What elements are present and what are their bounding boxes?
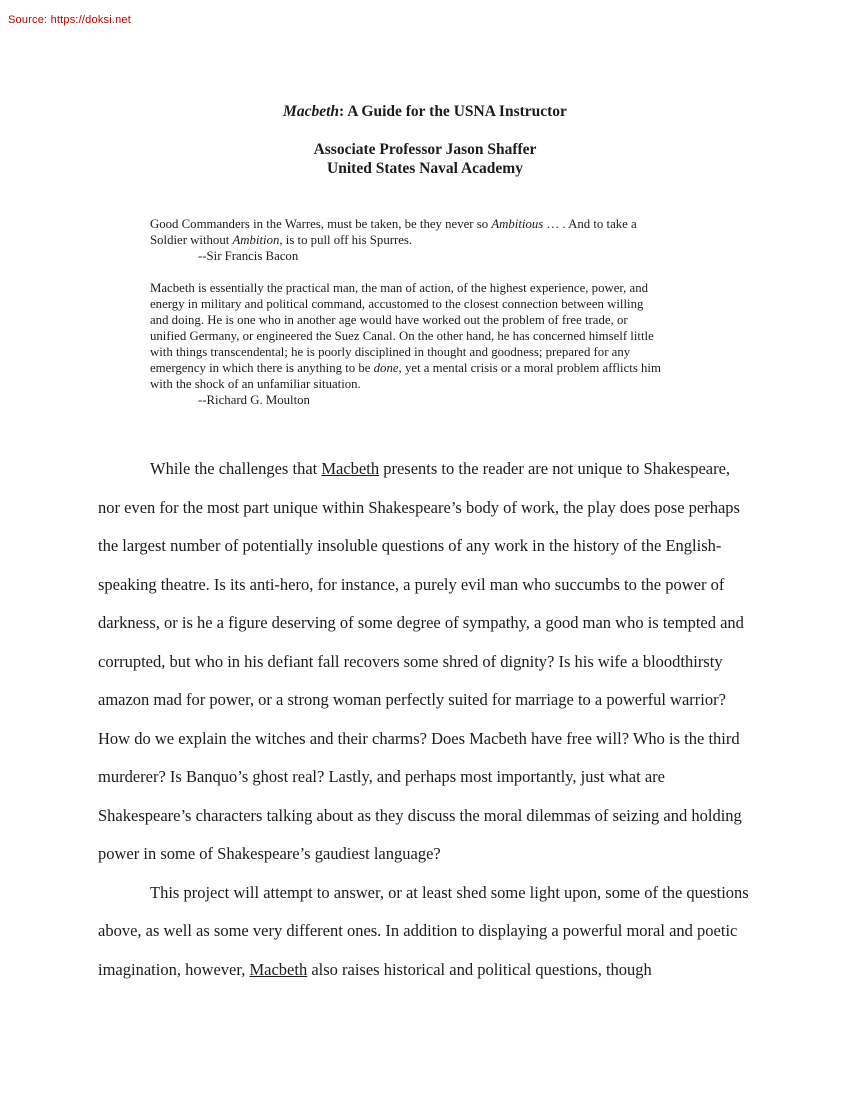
epigraph-moulton-text [150, 280, 664, 392]
text-segment: also raises historical and political questions, though [307, 959, 652, 979]
text-segment: , yet a mental crisis or a moral problem afflicts him with the shock of an unfamiliar situation. [150, 361, 661, 391]
author-name: Associate Professor Jason Shaffer [313, 141, 537, 158]
institution-name: United States Naval Academy [327, 160, 523, 177]
text-segment: Macbeth [321, 459, 380, 478]
text-segment: presents to the reader are not unique to Shakespeare, nor even for the most part unique within Shakespeare’s body of work, the play does pose perhaps the largest number of potentially insoluble questions of any work in the history of the English-speaking theatre. Is its anti-hero, for instance, a purely evil man who succumbs to the power of darkness, or is he a figure deserving of some degree of sympathy, a good man who is tempted and corrupted, but who in his defiant fall recovers some shred of dignity? Is his wife a bloodthirsty amazon mad for power, or a strong woman perfectly suited for marriage to a powerful warrior? How do we explain the witches and their charms? Does Macbeth have free will? Who is the third murderer? Is Banquo’s ghost real? Lastly, and perhaps most importantly, just what are Shakespeare’s characters talking about as they discuss the moral dilemmas of seizing and holding power in some of Shakespeare’s gaudiest language? [98, 459, 744, 863]
text-segment: Macbeth [283, 103, 340, 120]
body-paragraph-1 [98, 450, 755, 874]
body-text [98, 450, 755, 989]
text-segment: Macbeth [249, 959, 308, 979]
epigraph-bacon-attribution: --Sir Francis Bacon [198, 249, 299, 263]
document-title [0, 102, 850, 121]
text-segment: done [373, 361, 399, 375]
text-segment: This project will attempt to answer, or at least shed some light upon, some of the questions above, as well as some very different ones. In addition to displaying a powerful moral and poetic imagination, however, [98, 882, 749, 979]
author-block [0, 140, 850, 178]
text-segment: Ambition [232, 233, 280, 247]
text-segment: Ambitious [491, 217, 544, 231]
source-watermark: Source: https://doksi.net [8, 14, 132, 26]
epigraph-moulton-attribution: --Richard G. Moulton [198, 393, 310, 407]
body-paragraph-2 [98, 874, 755, 990]
text-segment: : A Guide for the USNA Instructor [339, 103, 567, 120]
epigraph-moulton [150, 280, 664, 408]
epigraph-section [150, 216, 664, 424]
text-segment: Good Commanders in the Warres, must be taken, be they never so [150, 217, 492, 231]
text-segment: Macbeth is essentially the practical man, the man of action, of the highest experience, power, and energy in military and political command, accustomed to the closest connection between willing and doing. He is one who in another age would have worked out the problem of free trade, or unified Germany, or engineered the Suez Canal. On the other hand, he has concerned himself little with things transcendental; he is poorly disciplined in thought and goodness; prepared for any emergency in which there is anything to be [150, 281, 654, 375]
epigraph-bacon-text [150, 216, 664, 248]
text-segment: … . And to take a Soldier without [150, 217, 637, 247]
epigraph-bacon [150, 216, 664, 264]
text-segment: While the challenges that [150, 459, 322, 478]
text-segment: , is to pull off his Spurres. [279, 233, 413, 247]
